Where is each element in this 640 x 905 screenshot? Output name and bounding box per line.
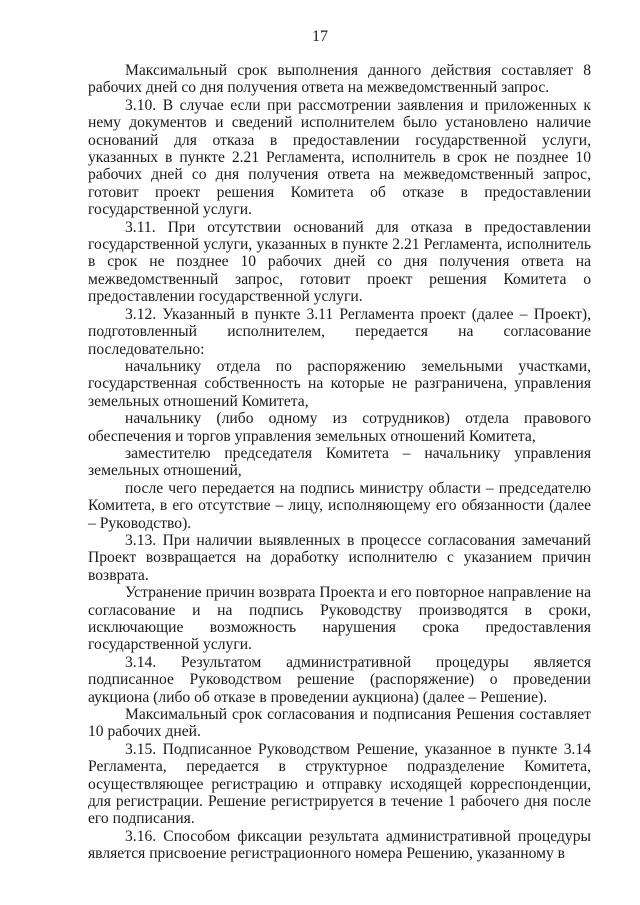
paragraph: 3.13. При наличии выявленных в процессе согласования замечаний Проект возвращается на доработку исполнителю с указанием причин возврата. bbox=[88, 531, 591, 584]
paragraph: Максимальный срок согласования и подписания Решения составляет 10 рабочих дней. bbox=[88, 706, 591, 741]
paragraph: 3.11. При отсутствии оснований для отказа в предоставлении государственной услуги, указанных в пункте 2.21 Регламента, исполнитель в срок не позднее 10 рабочих дней со дня получения ответа на межведомственный запрос, готовит проект решения Комитета о предоставлении государственной услуги. bbox=[88, 218, 591, 306]
paragraph: 3.14. Результатом административной процедуры является подписанное Руководством решение (распоряжение) о проведении аукциона (либо об отказе в проведении аукциона) (далее – Решение). bbox=[88, 653, 591, 706]
paragraph: 3.16. Способом фиксации результата административной процедуры является присвоение регистрационного номера Решению, указанному в bbox=[88, 827, 591, 863]
document-body bbox=[88, 62, 591, 863]
paragraph: Устранение причин возврата Проекта и его повторное направление на согласование и на подпись Руководству производятся в сроки, исключающие возможность нарушения срока предоставления государственной услуги. bbox=[88, 584, 591, 654]
paragraph: Максимальный срок выполнения данного действия составляет 8 рабочих дней со дня получения ответа на межведомственный запрос. bbox=[88, 62, 591, 97]
paragraph: 3.10. В случае если при рассмотрении заявления и приложенных к нему документов и сведений исполнителем было установлено наличие оснований для отказа в предоставлении государственной услуги, указанных в пункте 2.21 Регламента, исполнитель в срок не позднее 10 рабочих дней со дня получения ответа на межведомственный запрос, готовит проект решения Комитета об отказе в предоставлении государственной услуги. bbox=[88, 96, 591, 219]
paragraph: 3.12. Указанный в пункте 3.11 Регламента проект (далее – Проект), подготовленный исполнителем, передается на согласование последовательно: bbox=[88, 305, 591, 358]
page-number: 17 bbox=[312, 28, 328, 45]
paragraph: начальнику (либо одному из сотрудников) отдела правового обеспечения и торгов управления земельных отношений Комитета, bbox=[88, 410, 591, 445]
paragraph: после чего передается на подпись министру области – председателю Комитета, в его отсутствие – лицу, исполняющему его обязанности (далее – Руководство). bbox=[88, 479, 591, 532]
paragraph: заместителю председателя Комитета – начальнику управления земельных отношений, bbox=[88, 444, 591, 480]
paragraph: 3.15. Подписанное Руководством Решение, указанное в пункте 3.14 Регламента, передается в структурное подразделение Комитета, осуществляющее регистрацию и отправку исходящей корреспонденции, для регистрации. Решение регистрируется в течение 1 рабочего дня после его подписания. bbox=[88, 740, 591, 828]
paragraph: начальнику отдела по распоряжению земельными участками, государственная собственность на которые не разграничена, управления земельных отношений Комитета, bbox=[88, 357, 591, 410]
